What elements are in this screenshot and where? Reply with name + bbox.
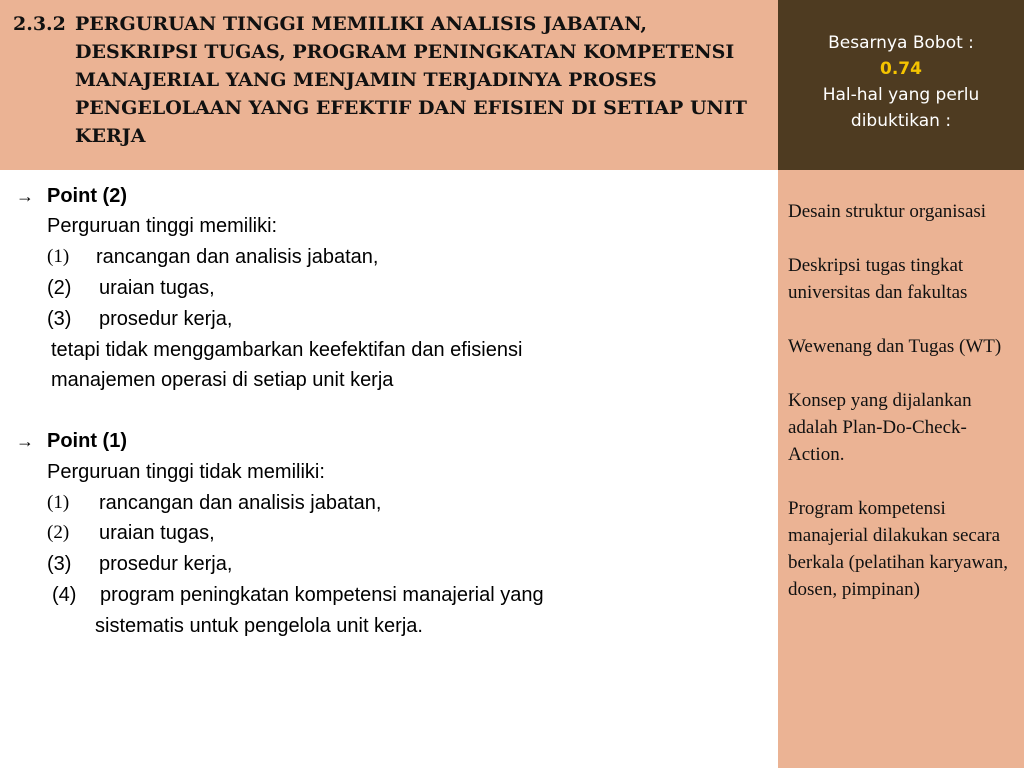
main-content [0, 170, 778, 768]
point2-item-marker: (2) [47, 277, 72, 299]
point1-item-marker: (1) [47, 492, 70, 513]
point2-heading: Point (2) [47, 185, 127, 207]
point1-item-text-continued: sistematis untuk pengelola unit kerja. [95, 615, 423, 637]
weight-panel [778, 0, 1024, 170]
point2-intro: Perguruan tinggi memiliki: [47, 215, 278, 237]
point1-heading: Point (1) [47, 430, 127, 452]
arrow-right-icon: → [16, 186, 34, 206]
proof-item: Program kompetensi manajerial dilakukan secara berkala (pelatihan karyawan, dosen, pimpinan) [788, 498, 1008, 600]
proof-label: Hal-hal yang perlu dibuktikan : [822, 85, 980, 131]
proof-item: Deskripsi tugas tingkat universitas dan fakultas [788, 255, 968, 303]
point1-item-marker: (4) [52, 584, 77, 606]
point2-item-text: prosedur kerja, [99, 308, 233, 330]
proof-item: Wewenang dan Tugas (WT) [788, 336, 1002, 357]
point1-item-text: prosedur kerja, [99, 553, 233, 575]
point2-item-marker: (3) [47, 308, 72, 330]
point2-item-text: rancangan dan analisis jabatan, [96, 246, 379, 268]
point2-item-text: uraian tugas, [99, 277, 215, 299]
page-title [13, 10, 773, 150]
weight-value: 0.74 [880, 59, 922, 79]
arrow-right-icon: → [16, 431, 34, 451]
criteria-title: PERGURUAN TINGGI MEMILIKI ANALISIS JABATAN, DESKRIPSI TUGAS, PROGRAM PENINGKATAN KOMPETENSI MANAJERIAL YANG MENJAMIN TERJADINYA PROSES PENGELOLAAN YANG EFEKTIF DAN EFISIEN DI SETIAP UNIT KERJA [75, 13, 747, 147]
point1-intro: Perguruan tinggi tidak memiliki: [47, 461, 325, 483]
criteria-number: 2.3.2 [13, 13, 66, 35]
proof-list [778, 170, 1024, 768]
point1-item-text: rancangan dan analisis jabatan, [99, 492, 382, 514]
point1-item-text: program peningkatan kompetensi manajerial yang [100, 584, 544, 606]
point1-item-marker: (2) [47, 522, 70, 543]
point2-item-marker: (1) [47, 246, 70, 267]
point1-item-marker: (3) [47, 553, 72, 575]
header-title-panel [0, 0, 778, 170]
proof-item: Desain struktur organisasi [788, 201, 987, 222]
point1-item-text: uraian tugas, [99, 522, 215, 544]
proof-item: Konsep yang dijalankan adalah Plan-Do-Check-Action. [788, 390, 972, 465]
point2-note: tetapi tidak menggambarkan keefektifan dan efisiensi [51, 339, 523, 361]
point2-note: manajemen operasi di setiap unit kerja [51, 369, 394, 391]
weight-label: Besarnya Bobot : [828, 33, 974, 53]
